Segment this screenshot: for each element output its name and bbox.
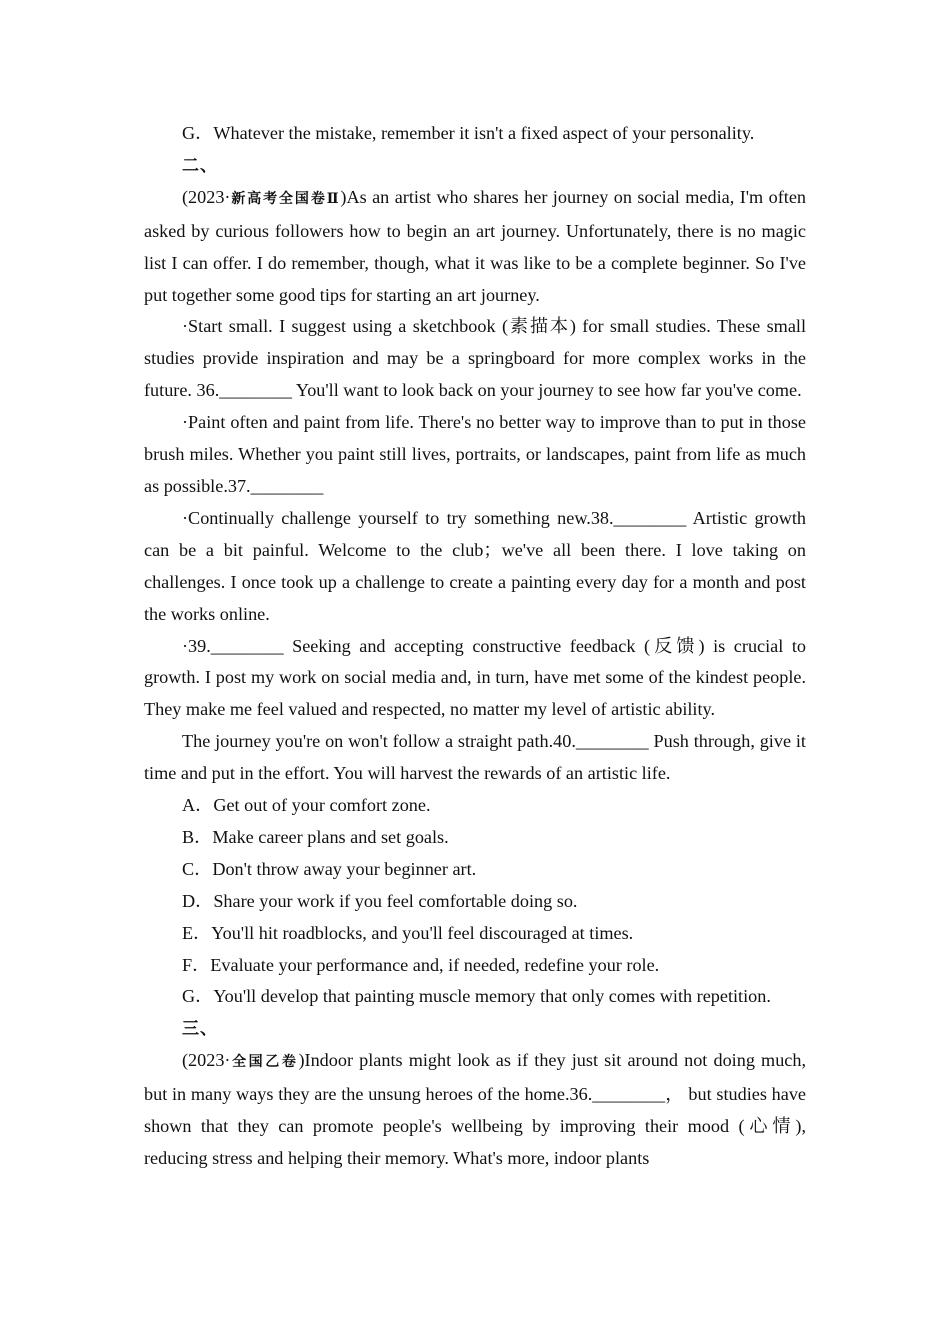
part2-paragraph: ·Continually challenge yourself to try something new.38.________ Artistic growth can be a bit painful. Welcome to the club；we've all been there. I love taking on challenges. I once took up a challenge to create a painting every day for a month and post the works online. [144, 507, 806, 624]
part2-option-g: G．You'll develop that painting muscle memory that only comes with repetition. [182, 986, 771, 1007]
part1-option-g: G．Whatever the mistake, remember it isn't a fixed aspect of your personality. [182, 123, 755, 143]
part3-intro-year: (2023· [182, 1050, 231, 1071]
part3-intro [144, 1045, 806, 1175]
part2-option-e: E．You'll hit roadblocks, and you'll feel discouraged at times. [182, 922, 634, 943]
part2-option-a: A．Get out of your comfort zone. [182, 795, 431, 816]
part2-heading: 二、 [182, 155, 218, 175]
part3-intro-text: )Indoor plants might look as if they just sit around not doing much, but in many ways they are the unsung heroes of the home.36.________， but studies have shown that they can promote people's wellbeing by improving their mood (心情), reducing stress and helping their memory. What's more, indoor plants [144, 1050, 806, 1168]
document-page [144, 118, 806, 1175]
part2-option-d: D．Share your work if you feel comfortable doing so. [182, 890, 578, 911]
part2-paragraph: ·39.________ Seeking and accepting constructive feedback (反馈) is crucial to growth. I post my work on social media and, in turn, have met some of the kindest people. They make me feel valued and respected, no matter my level of artistic ability. [144, 635, 806, 720]
part2-intro-source: 新高考全国卷Ⅱ [230, 191, 341, 207]
part2-option-f: F．Evaluate your performance and, if needed, redefine your role. [182, 954, 660, 975]
part2-paragraph: ·Paint often and paint from life. There's no better way to improve than to put in those brush miles. Whether you paint still lives, portraits, or landscapes, paint from life as much as possible.37.________ [144, 412, 806, 496]
part2-option-b: B．Make career plans and set goals. [182, 826, 449, 847]
part2-intro-text: )As an artist who shares her journey on social media, I'm often asked by curious followers how to begin an art journey. Unfortunately, there is no magic list I can offer. I do remember, though, what it was like to be a complete beginner. So I've put together some good tips for starting an art journey. [144, 186, 806, 305]
part2-intro [144, 182, 806, 312]
part2-paragraph: ·Start small. I suggest using a sketchbook (素描本) for small studies. These small studies provide inspiration and may be a springboard for more complex works in the future. 36.________ You'll want to look back on your journey to see how far you've come. [144, 316, 806, 401]
part3-heading: 三、 [182, 1019, 218, 1039]
part2-option-c: C．Don't throw away your beginner art. [182, 858, 477, 879]
part2-paragraph: The journey you're on won't follow a straight path.40.________ Push through, give it time and put in the effort. You will harvest the rewards of an artistic life. [144, 731, 806, 784]
part2-intro-year: (2023· [182, 186, 231, 207]
part3-intro-source: 全国乙卷 [230, 1055, 299, 1071]
